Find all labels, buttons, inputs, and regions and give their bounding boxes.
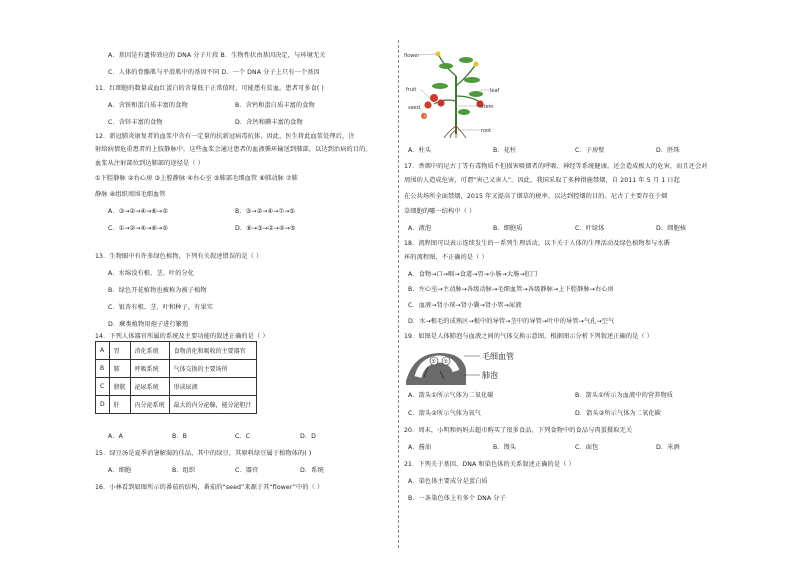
q12-option-c: C．①→②→④→⑥→⑤ [108, 225, 169, 232]
q19-option-d: D．箭头②所示气体为二氧化碳 [575, 410, 661, 417]
q18-option-a: A．食物→口→咽→食道→胃→小肠→大肠→肛门 [408, 271, 538, 278]
question-19: 19．如图是人体肺泡与血液之间的气体交换示意图，根据图示分析下列叙述正确的是（ ） [404, 333, 654, 340]
table-cell: 呼吸系统 [130, 360, 169, 378]
arrow-2-label: ② [443, 359, 448, 365]
q12-option-a: A．③→②→④→⑥→⑤ [108, 208, 168, 215]
question-13: 13．生物圈中有许多绿色植物，下列有关叙述错误的是（ ） [95, 253, 263, 260]
q14-option-d: D．D [300, 433, 317, 440]
table-cell: 肝 [109, 396, 130, 414]
q11-option-d: D．含钙和碘丰富的食物 [235, 119, 303, 126]
q19-option-c: C．箭头②所示气体为氧气 [408, 410, 481, 417]
alveolus-capillary-figure [404, 347, 532, 385]
arrow-1-label: ① [431, 359, 436, 365]
q11-option-a: A．含铁和蛋白质丰富的食物 [108, 102, 188, 109]
q16-option-b: B．花柱 [493, 147, 517, 154]
q18-option-d: D．水→根毛的成熟区→根中的导管→茎中的导管→叶中的导管→气孔→空气 [408, 318, 615, 325]
column-divider [398, 40, 399, 548]
question-17-line2: 周围的人造成危害，可谓“害己又害人”。因此，我国采取了多种措施禁烟，自 2011 年 5 月 1 日起 [404, 177, 680, 184]
q12-option-b: B．③→②→④→⑦→⑤ [235, 208, 296, 215]
q19-option-a: A．箭头①所示气体为二氧化碳 [408, 392, 494, 399]
alveolus-label: 肺泡 [482, 371, 498, 380]
q20-option-c: C．面包 [575, 444, 599, 451]
q15-option-d: D．系统 [300, 467, 324, 474]
q13-option-c: C．银杏有根、茎、叶和种子，有果实 [108, 304, 214, 311]
q14-option-c: C．C [235, 433, 251, 440]
table-row [96, 342, 257, 360]
table-cell: 肺 [109, 360, 130, 378]
figure-label-fruit: fruit [406, 87, 417, 93]
q15-option-a: A．细胞 [108, 467, 132, 474]
q15-option-c: C．器官 [235, 467, 259, 474]
question-12-line5: 静脉 ⑧组织周围毛细血管 [95, 191, 166, 198]
table-cell: 形成尿液 [169, 378, 256, 396]
question-15: 15．绿豆汤是夏季消暑解渴的佳品，其中的绿豆，其原料绿豆属于植物体的( ) [95, 450, 312, 457]
q15-option-b: B．组织 [172, 467, 196, 474]
q17-option-a: A．液泡 [408, 225, 432, 232]
q14-option-a: A．A [108, 433, 123, 440]
question-14: 14．下列人体器官所属的系统及主要功能的叙述正确的是（ ） [95, 333, 269, 340]
q17-option-d: D．细胞核 [656, 225, 687, 232]
question-18-line2: 环的流程图，不正确的是（ ） [404, 254, 488, 261]
q16-option-d: D．胚珠 [656, 147, 680, 154]
figure-label-stem: stem [481, 104, 494, 110]
q21-option-a: A．染色体主要成分是蛋白质 [408, 478, 488, 485]
question-17-line3: 在公共场所全面禁烟，2015 年又提高了烟草的税率，以达到控烟的目的。尼古丁主要存在于烟 [404, 193, 668, 200]
q20-option-a: A．酱油 [408, 444, 432, 451]
table-cell: C [96, 378, 110, 396]
table-cell: A [96, 342, 110, 360]
question-16: 16．小林看到如图所示的番茄的结构，番茄的“seed”来源于其“flower”中的（ ） [95, 484, 324, 491]
table-row [96, 396, 257, 414]
table-row [96, 378, 257, 396]
question-17-line4: 草细胞的哪一结构中（ ） [404, 208, 476, 215]
q21-option-b: B．一条染色体上有多个 DNA 分子 [408, 495, 506, 502]
question-17-line1: 17．香烟中的尼古丁等有毒物质不但损害吸烟者的呼吸、神经等系统健康，还会造成极大的危害，而且还会对 [404, 163, 708, 170]
q16-option-a: A．柱头 [408, 147, 432, 154]
q11-option-c: C．含锌丰富的食物 [108, 119, 163, 126]
table-cell: 气体交换的主要场所 [169, 360, 256, 378]
q17-option-c: C．叶绿体 [575, 225, 605, 232]
q10-option-ab: A．基因是有遗传效应的 DNA 分子片段 B．生物性状由基因决定，与环境无关 [108, 52, 326, 59]
q19-option-b: B．箭头①所示为血液中的营养物质 [575, 392, 674, 399]
q20-option-b: B．馒头 [493, 444, 517, 451]
figure-label-seed: seed [408, 105, 420, 111]
q13-option-b: B．绿色开花植物也被称为被子植物 [108, 287, 207, 294]
figure-label-leaf: leaf [490, 88, 500, 94]
q17-option-b: B．细胞质 [493, 225, 523, 232]
table-cell: B [96, 360, 110, 378]
table-cell: 最大的内分泌腺，能分泌胆汁 [169, 396, 256, 414]
table-row [96, 360, 257, 378]
question-12-line3: 血浆从注射部位到达肺部的途径是（ ） [95, 160, 204, 167]
figure-label-root: root [481, 128, 492, 134]
q13-option-a: A．水绵没有根、茎、叶的分化 [108, 270, 195, 277]
table-cell: 泌尿系统 [130, 378, 169, 396]
question-12-line4: ①下腔静脉 ②右心房 ③上腔静脉 ④右心室 ⑤肺部毛细血管 ⑥肺动脉 ⑦肺 [95, 175, 298, 182]
q13-option-d: D．蕨类植物用孢子进行繁殖 [108, 321, 189, 328]
q10-option-cd: C．人体的骨骼肌与平滑肌中的基因不同 D．一个 DNA 分子上只有一个基因 [108, 69, 320, 76]
table-cell: D [96, 396, 110, 414]
q12-option-d: D．⑧→③→②→④→⑤ [235, 225, 296, 232]
question-20: 20．周末，小明和妈妈去超市购买了很多食品，下列食物中的食品与肉蛋摄取无关 [404, 427, 633, 434]
table-cell: 食物消化和吸收的主要器官 [169, 342, 256, 360]
q16-option-c: C．子房壁 [575, 147, 605, 154]
question-12-line1: 12．新冠肺炎康复者的血浆中含有一定量的抗新冠病毒抗体，因此，医生将此血浆处理后，注 [95, 133, 355, 140]
q11-option-b: B．含钙和蛋白质丰富的食物 [235, 102, 315, 109]
table-cell: 胃 [109, 342, 130, 360]
table-cell: 消化系统 [130, 342, 169, 360]
q18-option-c: C．血液→肾小球→肾小囊→肾小管→尿液 [408, 302, 522, 309]
table-cell: 膀胱 [109, 378, 130, 396]
question-18-line1: 18．流程图可以表示连续发生的一系列生理活动，以下关于人体的生理活动及绿色植物参与水循 [404, 240, 670, 247]
q20-option-d: D．米酒 [656, 444, 680, 451]
question-11: 11．红细胞的数量或血红蛋白的含量低于正常值时，可能患有贫血。患者可多食( ) [95, 85, 324, 92]
question-12-line2: 射给病情危重患者的上肢静脉中，这些血浆会通过患者的血液循环输送到肺部，以达到治病的目的。 [95, 146, 372, 153]
q14-option-b: B．B [172, 433, 187, 440]
q14-table [95, 341, 257, 414]
table-cell: 内分泌系统 [130, 396, 169, 414]
question-21: 21．下列关于基因、DNA 和染色体的关系叙述正确的是（ ） [404, 461, 575, 468]
q18-option-b: B．左心室→主动脉→各级动脉→毛细血管→各级静脉→上下腔静脉→右心房 [408, 286, 614, 293]
tomato-plant-figure [404, 46, 504, 138]
figure-label-flower: flower [404, 53, 420, 59]
capillary-label: 毛细血管 [482, 352, 514, 361]
